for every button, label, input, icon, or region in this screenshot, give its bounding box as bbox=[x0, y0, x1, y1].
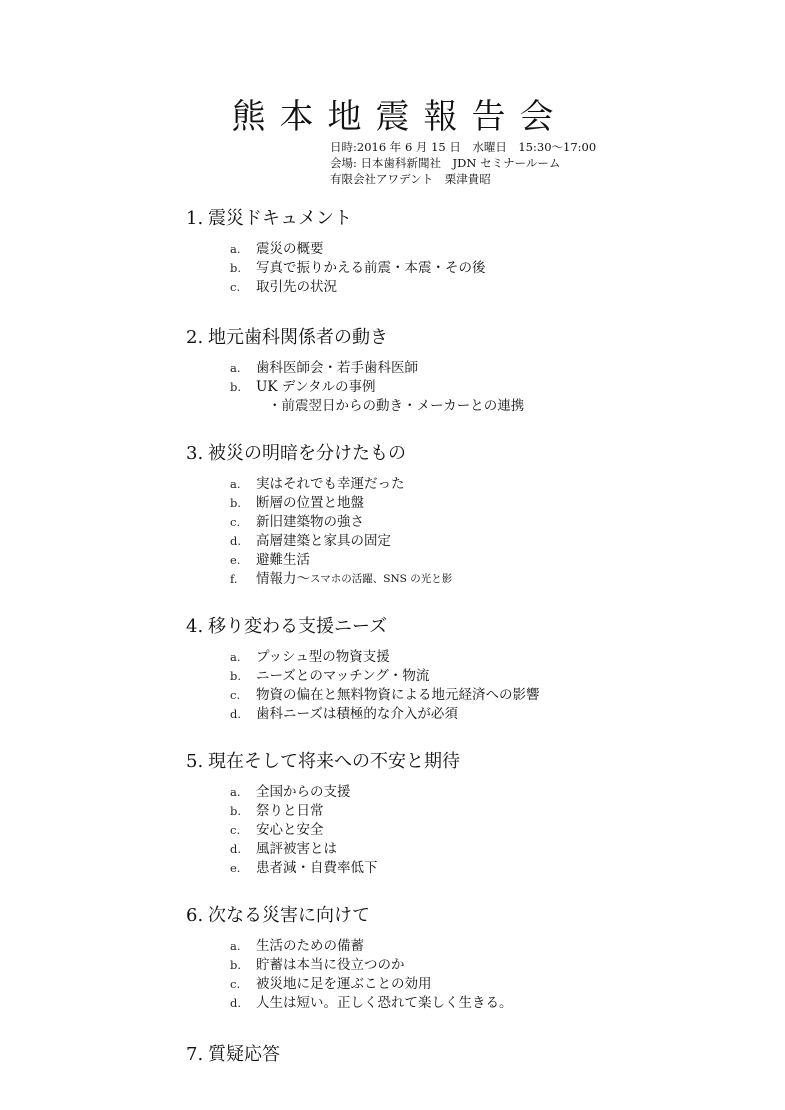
item-text: 全国からの支援 bbox=[256, 784, 351, 800]
item-letter: a. bbox=[230, 361, 241, 375]
section-heading bbox=[186, 206, 746, 232]
item-letter: f. bbox=[230, 572, 238, 586]
list-item bbox=[186, 956, 746, 975]
section-title: 被災の明暗を分けたもの bbox=[208, 443, 406, 464]
list-item bbox=[186, 551, 746, 570]
event-presenter: 有限会社アワデント 栗津貴昭 bbox=[330, 172, 491, 186]
item-text: 患者減・自費率低下 bbox=[256, 860, 378, 876]
section-title: 移り変わる支援ニーズ bbox=[208, 616, 388, 637]
list-item bbox=[186, 937, 746, 956]
agenda-section-2 bbox=[186, 325, 746, 416]
section-number: 2. bbox=[186, 327, 204, 348]
agenda-section-1 bbox=[186, 206, 746, 297]
item-letter: c. bbox=[230, 280, 241, 294]
list-item bbox=[186, 667, 746, 686]
agenda-section-6 bbox=[186, 903, 746, 1013]
item-letter: a. bbox=[230, 650, 241, 664]
agenda-outline bbox=[186, 206, 746, 1068]
item-text: 実はそれでも幸運だった bbox=[256, 476, 405, 492]
item-text: 歯科医師会・若手歯科医師 bbox=[256, 360, 418, 376]
agenda-section-3 bbox=[186, 441, 746, 589]
item-text: 取引先の状況 bbox=[256, 279, 337, 295]
item-text: 風評被害とは bbox=[256, 841, 337, 857]
item-text: 情報力～ bbox=[256, 571, 310, 587]
item-text: 物資の偏在と無料物資による地元経済への影響 bbox=[256, 687, 540, 703]
section-items bbox=[186, 937, 746, 1013]
item-letter: b. bbox=[230, 496, 242, 510]
sub-item: ・前震翌日からの動き・メーカーとの連携 bbox=[268, 398, 525, 414]
section-heading bbox=[186, 614, 746, 640]
section-heading bbox=[186, 441, 746, 467]
item-letter: b. bbox=[230, 261, 242, 275]
list-item bbox=[186, 648, 746, 667]
list-item bbox=[186, 259, 746, 278]
item-text: 断層の位置と地盤 bbox=[256, 495, 364, 511]
list-item bbox=[186, 840, 746, 859]
agenda-section-5 bbox=[186, 749, 746, 878]
list-item bbox=[186, 994, 746, 1013]
item-letter: a. bbox=[230, 477, 241, 491]
item-letter: d. bbox=[230, 707, 242, 721]
list-item bbox=[186, 570, 746, 589]
section-title: 現在そして将来への不安と期待 bbox=[208, 751, 460, 772]
item-letter: c. bbox=[230, 515, 241, 529]
item-text: 写真で振りかえる前震・本震・その後 bbox=[256, 260, 486, 276]
item-text: 人生は短い。正しく恐れて楽しく生きる。 bbox=[256, 995, 513, 1011]
item-letter: b. bbox=[230, 380, 242, 394]
list-item bbox=[186, 359, 746, 378]
list-item bbox=[186, 494, 746, 513]
event-meta bbox=[330, 139, 596, 187]
item-text: 震災の概要 bbox=[256, 241, 324, 257]
section-heading bbox=[186, 1042, 746, 1068]
list-item bbox=[186, 475, 746, 494]
item-letter: b. bbox=[230, 804, 242, 818]
item-letter: e. bbox=[230, 861, 241, 875]
item-text-small: スマホの活躍、SNS の光と影 bbox=[310, 573, 453, 585]
item-text: プッシュ型の物資支援 bbox=[256, 649, 390, 665]
list-item bbox=[186, 705, 746, 724]
list-item bbox=[186, 859, 746, 878]
item-letter: a. bbox=[230, 785, 241, 799]
list-item bbox=[186, 686, 746, 705]
list-item bbox=[186, 378, 746, 397]
item-letter: e. bbox=[230, 553, 241, 567]
item-letter: b. bbox=[230, 669, 242, 683]
item-letter: b. bbox=[230, 958, 242, 972]
section-number: 7. bbox=[186, 1044, 204, 1065]
list-item bbox=[186, 975, 746, 994]
section-heading bbox=[186, 325, 746, 351]
item-text: 高層建築と家具の固定 bbox=[256, 533, 391, 549]
item-letter: c. bbox=[230, 977, 241, 991]
item-text: 生活のための備蓄 bbox=[256, 938, 364, 954]
list-item bbox=[186, 821, 746, 840]
section-title: 質疑応答 bbox=[208, 1044, 280, 1065]
section-title: 次なる災害に向けて bbox=[208, 905, 370, 926]
section-items bbox=[186, 648, 746, 724]
item-text: 祭りと日常 bbox=[256, 803, 324, 819]
agenda-section-7 bbox=[186, 1042, 746, 1068]
item-letter: a. bbox=[230, 242, 241, 256]
item-text: UK デンタルの事例 bbox=[256, 379, 376, 395]
item-text: 新旧建築物の強さ bbox=[256, 514, 364, 530]
list-item bbox=[186, 802, 746, 821]
list-item bbox=[186, 278, 746, 297]
agenda-section-4 bbox=[186, 614, 746, 724]
section-items bbox=[186, 475, 746, 589]
item-text: 被災地に足を運ぶことの効用 bbox=[256, 976, 432, 992]
section-items bbox=[186, 359, 746, 397]
section-number: 4. bbox=[186, 616, 204, 637]
item-text: 安心と安全 bbox=[256, 822, 324, 838]
item-text: 避難生活 bbox=[256, 552, 310, 568]
section-heading bbox=[186, 749, 746, 775]
section-title: 地元歯科関係者の動き bbox=[208, 327, 388, 348]
document-title: 熊本地震報告会 bbox=[231, 96, 568, 137]
item-letter: d. bbox=[230, 842, 242, 856]
item-letter: a. bbox=[230, 939, 241, 953]
list-item bbox=[186, 513, 746, 532]
list-item bbox=[186, 240, 746, 259]
list-item bbox=[186, 532, 746, 551]
event-datetime: 日時:2016 年 6 月 15 日 水曜日 15:30～17:00 bbox=[330, 140, 597, 154]
item-letter: c. bbox=[230, 823, 241, 837]
item-text: 歯科ニーズは積極的な介入が必須 bbox=[256, 706, 458, 722]
list-item bbox=[186, 783, 746, 802]
section-number: 3. bbox=[186, 443, 204, 464]
section-items bbox=[186, 240, 746, 297]
item-letter: c. bbox=[230, 688, 241, 702]
section-number: 1. bbox=[186, 208, 204, 229]
item-text: ニーズとのマッチング・物流 bbox=[256, 668, 430, 684]
section-items bbox=[186, 783, 746, 878]
section-number: 5. bbox=[186, 751, 204, 772]
item-letter: d. bbox=[230, 996, 242, 1010]
section-heading bbox=[186, 903, 746, 929]
section-number: 6. bbox=[186, 905, 204, 926]
item-letter: d. bbox=[230, 534, 242, 548]
section-title: 震災ドキュメント bbox=[208, 208, 352, 229]
event-venue: 会場: 日本歯科新聞社 JDN セミナールーム bbox=[330, 156, 561, 170]
item-text: 貯蓄は本当に役立つのか bbox=[256, 957, 405, 973]
